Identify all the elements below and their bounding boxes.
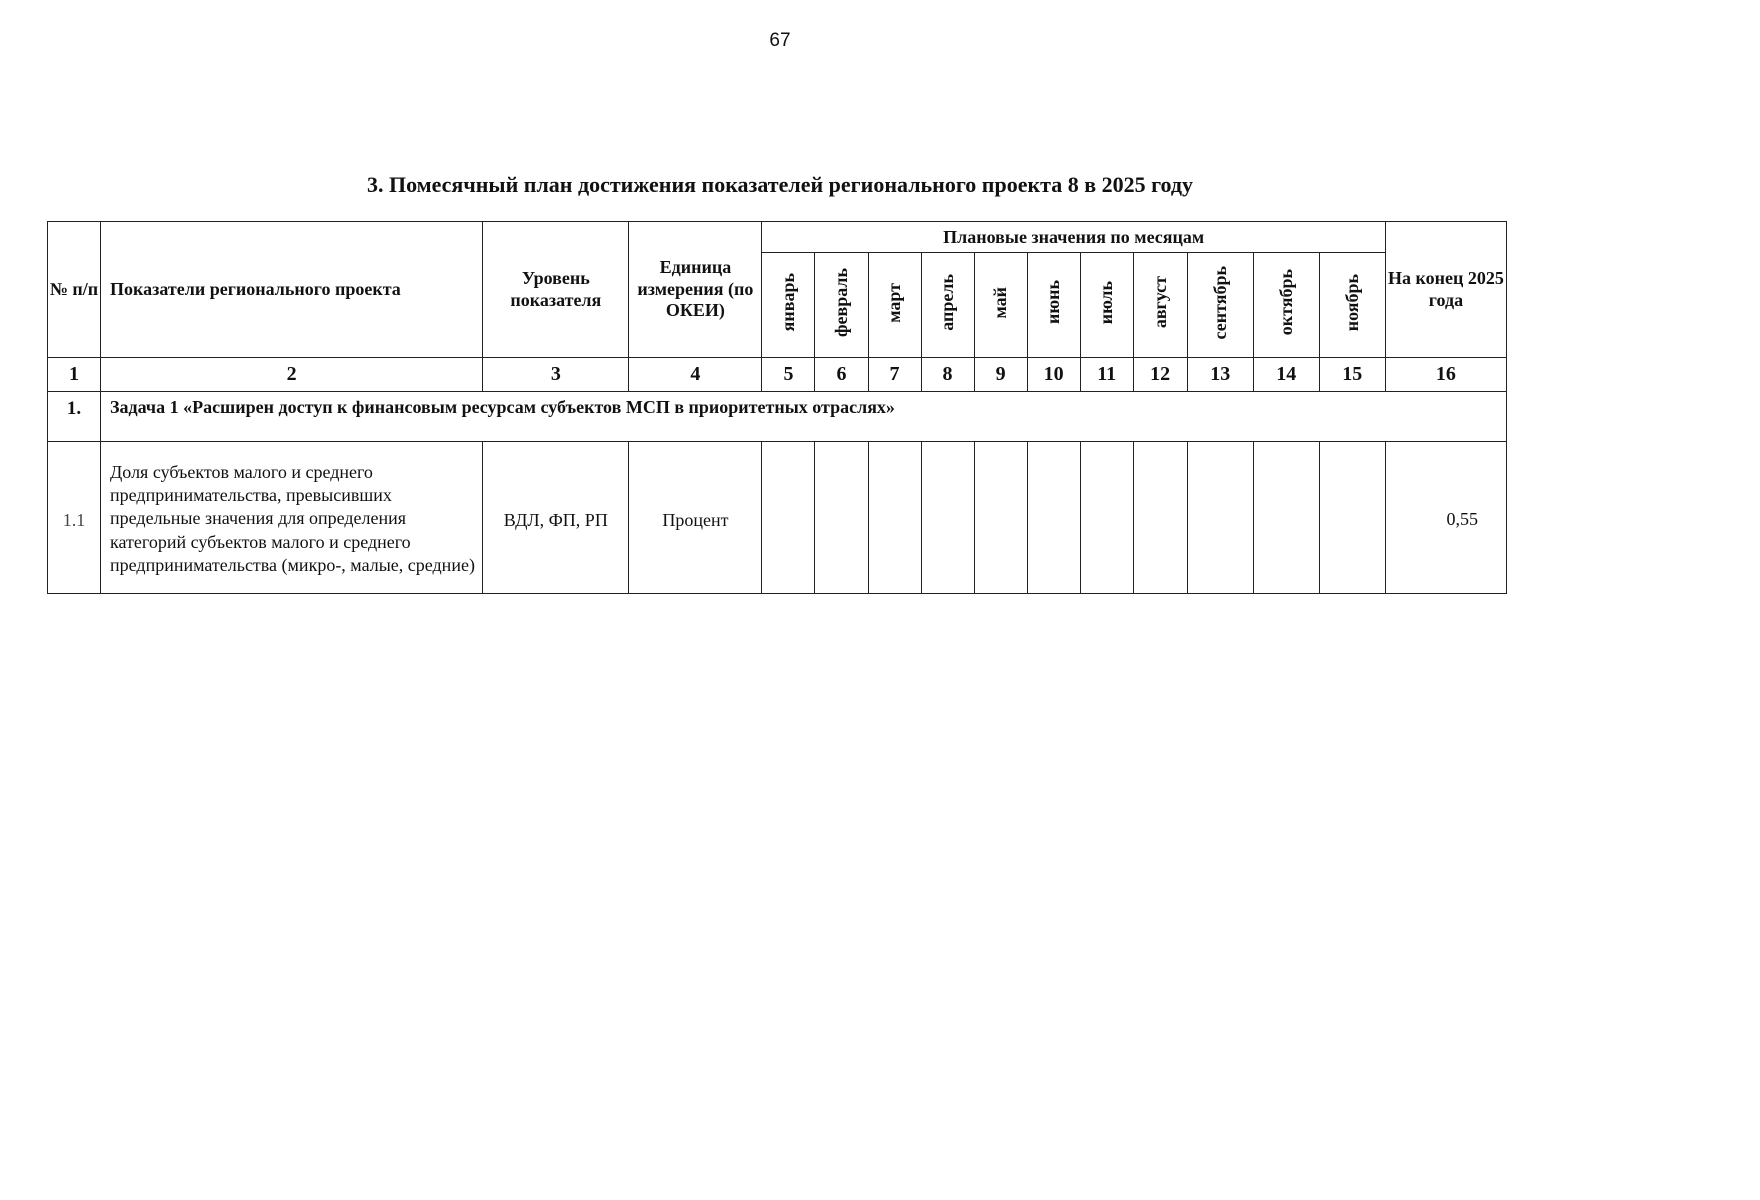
header-month-july [1080,253,1133,358]
monthly-plan-table [47,221,1507,594]
header-month-may [974,253,1027,358]
indicator-level: ВДЛ, ФП, РП [483,442,629,594]
value-january [762,442,815,594]
column-number: 11 [1080,358,1133,392]
value-march [868,442,921,594]
header-month-january [762,253,815,358]
value-september [1187,442,1253,594]
row-number: 1.1 [48,442,101,594]
month-label: октябрь [1275,269,1296,336]
month-label: март [884,282,905,323]
task-title: Задача 1 «Расширен доступ к финансовым ресурсам субъектов МСП в приоритетных отраслях» [101,392,1507,442]
column-number: 2 [101,358,483,392]
column-number: 9 [974,358,1027,392]
column-number: 6 [815,358,868,392]
column-number: 8 [921,358,974,392]
header-unit: Единица измерения (по ОКЕИ) [629,222,762,358]
month-label: июнь [1043,280,1064,325]
header-month-october [1253,253,1319,358]
header-month-march [868,253,921,358]
column-number: 4 [629,358,762,392]
column-number-row [48,358,1507,392]
month-label: август [1149,276,1170,329]
value-end-of-year: 0,55 [1385,442,1506,594]
header-month-april [921,253,974,358]
task-row [48,392,1507,442]
column-number: 7 [868,358,921,392]
month-label: май [990,286,1011,319]
value-november [1319,442,1385,594]
header-level: Уровень показателя [483,222,629,358]
header-monthly-group: Плановые значения по месяцам [762,222,1385,253]
month-label: ноябрь [1341,273,1362,332]
header-indicator: Показатели регионального проекта [101,222,483,358]
value-august [1133,442,1187,594]
column-number: 3 [483,358,629,392]
page-number: 67 [769,30,791,51]
column-number: 1 [48,358,101,392]
month-label: февраль [830,268,851,337]
value-july [1080,442,1133,594]
header-num: № п/п [48,222,101,358]
column-number: 16 [1385,358,1506,392]
header-end-of-year: На конец 2025 года [1385,222,1506,358]
month-label: апрель [937,274,958,331]
task-number: 1. [48,392,101,442]
document-title: 3. Помесячный план достижения показателей регионального проекта 8 в 2025 году [366,172,1194,197]
month-label: сентябрь [1209,265,1230,340]
month-label: январь [777,273,798,332]
header-month-august [1133,253,1187,358]
value-february [815,442,868,594]
indicator-name: Доля субъектов малого и среднего предпринимательства, превысивших предельные значения для определения категорий субъектов малого и среднего предпринимательства (микро-, малые, средние) [101,442,483,594]
table-row [48,442,1507,594]
header-row-group [48,222,1507,253]
value-may [974,442,1027,594]
value-october [1253,442,1319,594]
header-month-september [1187,253,1253,358]
header-month-november [1319,253,1385,358]
column-number: 14 [1253,358,1319,392]
value-april [921,442,974,594]
column-number: 13 [1187,358,1253,392]
header-month-february [815,253,868,358]
column-number: 12 [1133,358,1187,392]
unit-of-measure: Процент [629,442,762,594]
column-number: 15 [1319,358,1385,392]
column-number: 10 [1027,358,1080,392]
month-label: июль [1096,280,1117,325]
value-june [1027,442,1080,594]
header-month-june [1027,253,1080,358]
column-number: 5 [762,358,815,392]
